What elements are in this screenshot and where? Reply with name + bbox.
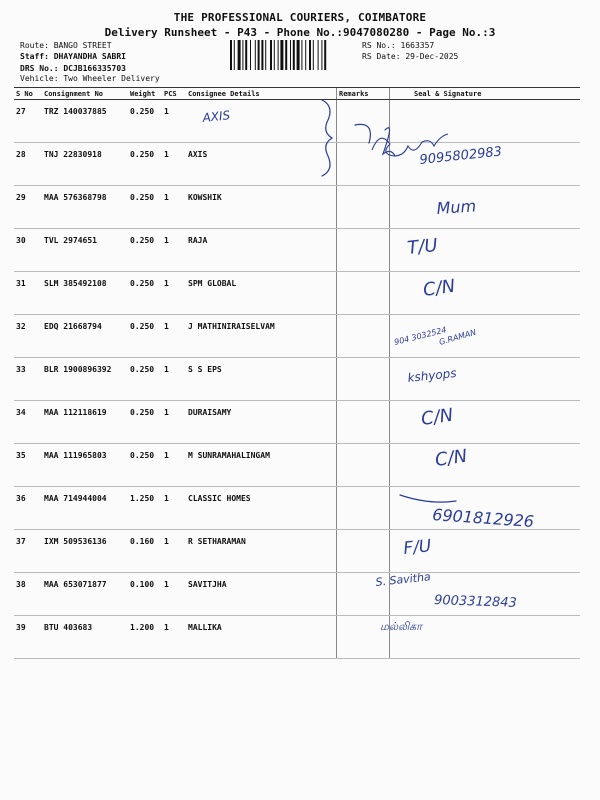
row-pcs: 1 bbox=[162, 530, 186, 573]
table-row bbox=[14, 401, 580, 444]
vehicle-label: Vehicle: Two Wheeler Delivery bbox=[20, 74, 160, 83]
row-remarks bbox=[337, 530, 390, 573]
col-pcs: PCS bbox=[162, 88, 186, 100]
table-row bbox=[14, 616, 580, 659]
signature-32-phone: 904 3032524 bbox=[393, 325, 448, 347]
table-row bbox=[14, 573, 580, 616]
row-seal-signature bbox=[390, 616, 581, 659]
row-weight: 1.200 bbox=[128, 616, 162, 659]
row-consignee: CLASSIC HOMES bbox=[186, 487, 337, 530]
row-weight: 0.250 bbox=[128, 272, 162, 315]
handwritten-axis-note: AXIS bbox=[201, 108, 231, 125]
row-consignment-no: BTU 403683 bbox=[42, 616, 128, 659]
table-row bbox=[14, 143, 580, 186]
signature-30: T/U bbox=[406, 234, 439, 259]
row-consignment-no: MAA 111965803 bbox=[42, 444, 128, 487]
row-weight: 0.250 bbox=[128, 143, 162, 186]
row-consignee: M SUNRAMAHALINGAM bbox=[186, 444, 337, 487]
row-sno: 28 bbox=[14, 143, 42, 186]
row-pcs: 1 bbox=[162, 358, 186, 401]
row-weight: 0.250 bbox=[128, 100, 162, 143]
row-seal-signature bbox=[390, 186, 581, 229]
signature-39: மல்லிகா bbox=[380, 620, 422, 633]
row-pcs: 1 bbox=[162, 487, 186, 530]
row-weight: 0.250 bbox=[128, 315, 162, 358]
row-consignee: RAJA bbox=[186, 229, 337, 272]
row-sno: 34 bbox=[14, 401, 42, 444]
table-row bbox=[14, 272, 580, 315]
col-consignment: Consignment No bbox=[42, 88, 128, 100]
row-consignment-no: BLR 1900896392 bbox=[42, 358, 128, 401]
row-consignee: SAVITJHA bbox=[186, 573, 337, 616]
row-remarks bbox=[337, 272, 390, 315]
signature-29: Mum bbox=[435, 196, 477, 218]
row-weight: 0.250 bbox=[128, 401, 162, 444]
row-weight: 0.160 bbox=[128, 530, 162, 573]
row-seal-signature bbox=[390, 143, 581, 186]
signature-37: F/U bbox=[402, 536, 433, 559]
row-sno: 31 bbox=[14, 272, 42, 315]
col-weight: Weight bbox=[128, 88, 162, 100]
col-seal: Seal & Signature bbox=[390, 88, 581, 100]
row-consignment-no: MAA 653071877 bbox=[42, 573, 128, 616]
row-consignment-no: TVL 2974651 bbox=[42, 229, 128, 272]
row-consignee: J MATHINIRAISELVAM bbox=[186, 315, 337, 358]
row-consignee: R SETHARAMAN bbox=[186, 530, 337, 573]
row-consignee: KOWSHIK bbox=[186, 186, 337, 229]
row-pcs: 1 bbox=[162, 272, 186, 315]
row-sno: 39 bbox=[14, 616, 42, 659]
row-consignment-no: IXM 509536136 bbox=[42, 530, 128, 573]
row-sno: 35 bbox=[14, 444, 42, 487]
rs-date: RS Date: 29-Dec-2025 bbox=[362, 52, 459, 61]
row-sno: 37 bbox=[14, 530, 42, 573]
row-seal-signature bbox=[390, 229, 581, 272]
row-sno: 30 bbox=[14, 229, 42, 272]
row-remarks bbox=[337, 229, 390, 272]
row-consignee: DURAISAMY bbox=[186, 401, 337, 444]
row-sno: 36 bbox=[14, 487, 42, 530]
signature-36-phone: 6901812926 bbox=[431, 505, 535, 532]
row-pcs: 1 bbox=[162, 100, 186, 143]
row-seal-signature bbox=[390, 444, 581, 487]
row-sno: 33 bbox=[14, 358, 42, 401]
signature-28-phone: 9095802983 bbox=[418, 144, 503, 168]
rs-number: RS No.: 1663357 bbox=[362, 41, 435, 50]
row-seal-signature bbox=[390, 573, 581, 616]
row-pcs: 1 bbox=[162, 573, 186, 616]
row-consignment-no: MAA 112118619 bbox=[42, 401, 128, 444]
row-seal-signature bbox=[390, 530, 581, 573]
row-weight: 1.250 bbox=[128, 487, 162, 530]
row-weight: 0.250 bbox=[128, 229, 162, 272]
row-seal-signature bbox=[390, 401, 581, 444]
row-weight: 0.250 bbox=[128, 358, 162, 401]
row-pcs: 1 bbox=[162, 186, 186, 229]
row-weight: 0.250 bbox=[128, 444, 162, 487]
row-sno: 38 bbox=[14, 573, 42, 616]
row-remarks bbox=[337, 573, 390, 616]
row-seal-signature bbox=[390, 100, 581, 143]
row-consignee: AXIS bbox=[186, 143, 337, 186]
row-consignment-no: TRZ 140037885 bbox=[42, 100, 128, 143]
signature-38-name: S. Savitha bbox=[374, 570, 432, 589]
row-consignee: S S EPS bbox=[186, 358, 337, 401]
table-row bbox=[14, 229, 580, 272]
row-pcs: 1 bbox=[162, 143, 186, 186]
row-remarks bbox=[337, 444, 390, 487]
staff-label: Staff: DHAYANDHA SABRI bbox=[20, 52, 126, 61]
row-sno: 29 bbox=[14, 186, 42, 229]
row-consignment-no: EDQ 21668794 bbox=[42, 315, 128, 358]
signature-35: C/N bbox=[433, 445, 469, 471]
row-remarks bbox=[337, 401, 390, 444]
table-row bbox=[14, 358, 580, 401]
row-seal-signature bbox=[390, 358, 581, 401]
row-pcs: 1 bbox=[162, 229, 186, 272]
row-remarks bbox=[337, 358, 390, 401]
runsheet-table bbox=[14, 87, 580, 659]
row-seal-signature bbox=[390, 272, 581, 315]
row-pcs: 1 bbox=[162, 315, 186, 358]
row-weight: 0.250 bbox=[128, 186, 162, 229]
row-remarks bbox=[337, 487, 390, 530]
table-row bbox=[14, 444, 580, 487]
row-pcs: 1 bbox=[162, 401, 186, 444]
signature-33: kshyops bbox=[406, 365, 458, 385]
row-remarks bbox=[337, 186, 390, 229]
signature-32-name: G.RAMAN bbox=[438, 327, 478, 347]
row-consignee: MALLIKA bbox=[186, 616, 337, 659]
table-header-row bbox=[14, 88, 580, 100]
signature-34: C/N bbox=[419, 404, 455, 430]
route-label: Route: BANGO STREET bbox=[20, 41, 112, 50]
row-remarks bbox=[337, 315, 390, 358]
row-remarks bbox=[337, 143, 390, 186]
row-seal-signature bbox=[390, 315, 581, 358]
drs-label: DRS No.: DCJB166335703 bbox=[20, 64, 126, 73]
row-consignment-no: MAA 714944004 bbox=[42, 487, 128, 530]
row-remarks bbox=[337, 616, 390, 659]
company-title: THE PROFESSIONAL COURIERS, COIMBATORE bbox=[173, 11, 427, 24]
row-pcs: 1 bbox=[162, 616, 186, 659]
row-pcs: 1 bbox=[162, 444, 186, 487]
row-sno: 27 bbox=[14, 100, 42, 143]
signature-31: C/N bbox=[421, 275, 457, 301]
col-consignee: Consignee Details bbox=[186, 88, 337, 100]
table-row bbox=[14, 100, 580, 143]
row-sno: 32 bbox=[14, 315, 42, 358]
table-row bbox=[14, 487, 580, 530]
row-consignment-no: MAA 576368798 bbox=[42, 186, 128, 229]
table-row bbox=[14, 530, 580, 573]
table-row bbox=[14, 315, 580, 358]
row-remarks bbox=[337, 100, 390, 143]
col-sno: S No bbox=[14, 88, 42, 100]
row-consignment-no: SLM 385492108 bbox=[42, 272, 128, 315]
row-consignment-no: TNJ 22830918 bbox=[42, 143, 128, 186]
row-consignee bbox=[186, 100, 337, 143]
table-row bbox=[14, 186, 580, 229]
row-consignee: SPM GLOBAL bbox=[186, 272, 337, 315]
row-weight: 0.100 bbox=[128, 573, 162, 616]
row-seal-signature bbox=[390, 487, 581, 530]
signature-38-phone: 9003312843 bbox=[433, 593, 518, 611]
runsheet-subtitle: Delivery Runsheet - P43 - Phone No.:9047080280 - Page No.:3 bbox=[104, 26, 496, 39]
col-remarks: Remarks bbox=[337, 88, 390, 100]
barcode-image bbox=[230, 40, 356, 70]
